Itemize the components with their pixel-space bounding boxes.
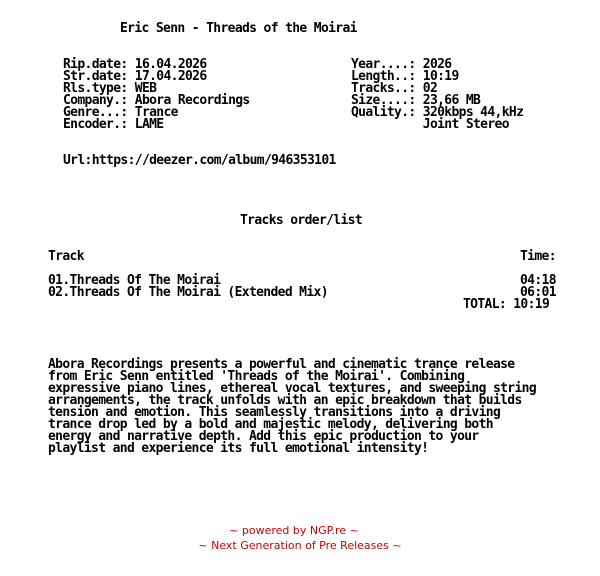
encoder: Encoder.: LAME [63,117,164,132]
track-count: Tracks..: 02 [351,81,438,96]
rip-date: Rip.date: 16.04.2026 [63,57,207,72]
release-title: Eric Senn - Threads of the Moirai [120,21,357,36]
track-time: 06:01 [520,285,556,300]
stereo-mode: Joint Stereo [351,117,509,132]
release-description: Abora Recordings presents a powerful and cinematic trance release from Eric Senn entitled 'Threads of the Moirai'. Combining expressive piano lines, ethereal vocal textures, and sweeping string arrangements, the track unfolds with an epic breakdown that builds tension and emotion. This seamlessly transitions into a driving trance drop led by a bold and majestic melody, delivering both energy and narrative depth. Add this epic production to your playlist and experience its full emotional intensity! [48,357,537,456]
length: Length..: 10:19 [351,69,459,84]
track-time: 04:18 [520,273,556,288]
album-url[interactable]: Url:https://deezer.com/album/946353101 [63,153,336,168]
tracks-heading: Tracks order/list [240,213,363,228]
genre: Genre...: Trance [63,105,178,120]
footer-powered-by: ~ powered by NGP.re ~ [229,524,359,537]
time-column-header: Time: [520,249,556,264]
release-type: Rls.type: WEB [63,81,157,96]
footer-tagline: ~ Next Generation of Pre Releases ~ [198,539,402,552]
total-time: TOTAL: 10:19 [463,297,550,312]
street-date: Str.date: 17.04.2026 [63,69,207,84]
track-column-header: Track [48,249,84,264]
company: Company.: Abora Recordings [63,93,250,108]
track-name: 01.Threads Of The Moirai [48,273,221,288]
year: Year....: 2026 [351,57,452,72]
track-name: 02.Threads Of The Moirai (Extended Mix) [48,285,328,300]
quality: Quality.: 320kbps 44,kHz [351,105,524,120]
size: Size....: 23,66 MB [351,93,481,108]
